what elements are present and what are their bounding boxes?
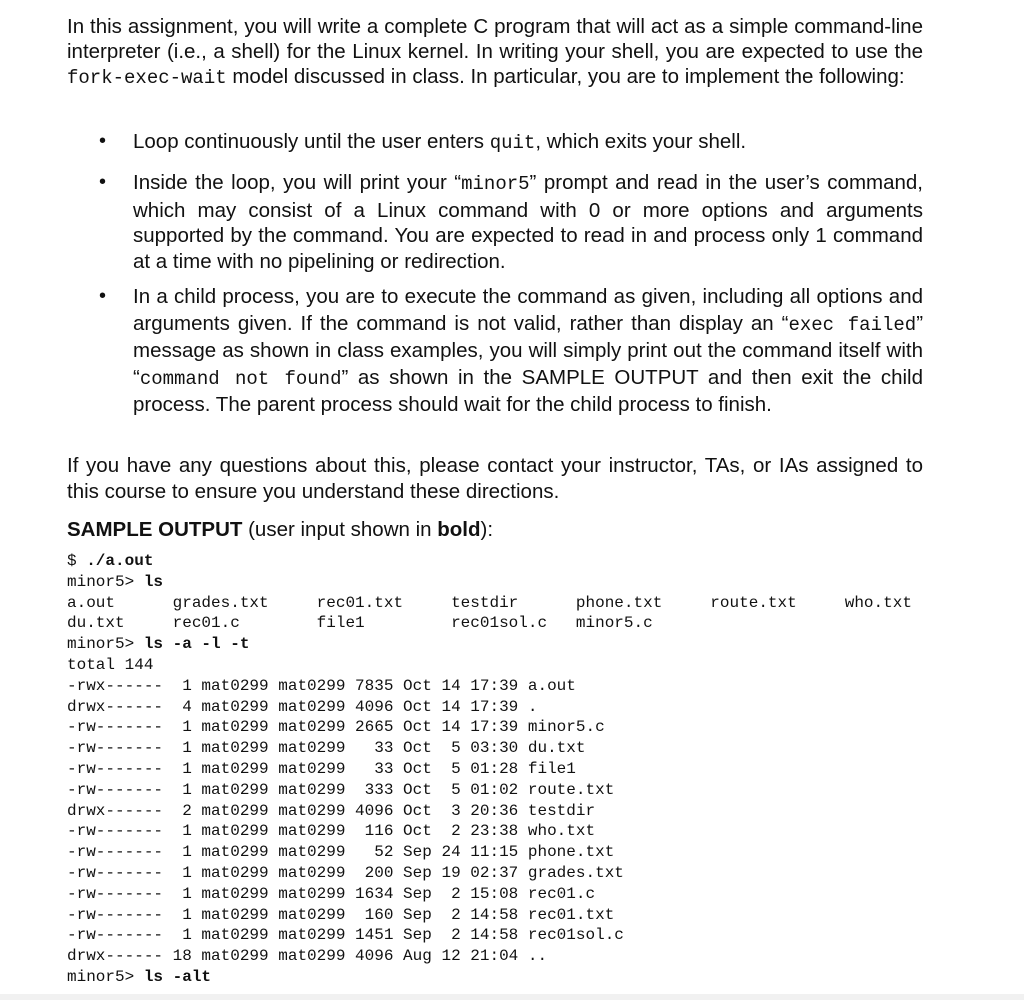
code-exec-failed: exec failed <box>788 313 917 336</box>
bullet-marker-3: • <box>99 285 107 307</box>
terminal-output: drwx------ 2 mat0299 mat0299 4096 Oct 3 20:36 testdir <box>67 801 596 820</box>
sample-output-heading: SAMPLE OUTPUT (user input shown in bold): <box>67 518 494 541</box>
bullet-item-2: Inside the loop, you will print your “minor5” prompt and read in the user’s command, which may consist of a Linux command with 0 or more options and arguments supported by the command. You are expected to read in and process only 1 command at a time with no pipelining or redirection. <box>133 171 923 273</box>
terminal-line <box>67 613 912 634</box>
terminal-line <box>67 759 912 780</box>
terminal-prompt: minor5> <box>67 572 144 591</box>
terminal-output: -rw------- 1 mat0299 mat0299 1634 Sep 2 15:08 rec01.c <box>67 884 596 903</box>
terminal-line <box>67 884 912 905</box>
terminal-output: du.txt rec01.c file1 rec01sol.c minor5.c <box>67 614 653 633</box>
intro-text-2: model discussed in class. In particular, you are to implement the following: <box>226 65 905 88</box>
terminal-output: a.out grades.txt rec01.txt testdir phone.txt route.txt who.txt <box>67 593 912 612</box>
terminal-sample-output <box>67 551 912 988</box>
bullet-item-1: Loop continuously until the user enters quit, which exits your shell. <box>133 130 747 154</box>
terminal-line <box>67 801 912 822</box>
terminal-line <box>67 780 912 801</box>
terminal-line <box>67 593 912 614</box>
terminal-line <box>67 738 912 759</box>
intro-paragraph <box>67 14 923 91</box>
bullet-marker-1: • <box>99 130 107 152</box>
terminal-output: -rw------- 1 mat0299 mat0299 116 Oct 2 23:38 who.txt <box>67 822 596 841</box>
terminal-output: -rw------- 1 mat0299 mat0299 2665 Oct 14 17:39 minor5.c <box>67 718 605 737</box>
outro-paragraph: If you have any questions about this, please contact your instructor, TAs, or IAs assigned to this course to ensure you understand these directions. <box>67 454 923 503</box>
terminal-line <box>67 925 912 946</box>
terminal-output: -rwx------ 1 mat0299 mat0299 7835 Oct 14 17:39 a.out <box>67 676 576 695</box>
intro-code-fork-exec-wait: fork-exec-wait <box>67 67 227 89</box>
terminal-line <box>67 634 912 655</box>
terminal-prompt: minor5> <box>67 635 144 654</box>
terminal-line <box>67 946 912 967</box>
terminal-prompt: $ <box>67 552 87 570</box>
terminal-line <box>67 676 912 697</box>
terminal-output: -rw------- 1 mat0299 mat0299 160 Sep 2 14:58 rec01.txt <box>67 905 615 924</box>
bullet-item-3: In a child process, you are to execute the command as given, including all options and arguments given. If the command is not valid, rather than display an “exec failed” message as shown in class examples, you will simply print out the command itself with “command not found” as shown in the SAMPLE OUTPUT and then exit the child process. The parent process should wait for the child process to finish. <box>133 285 924 416</box>
terminal-output: -rw------- 1 mat0299 mat0299 33 Oct 5 03:30 du.txt <box>67 739 586 758</box>
terminal-line <box>67 863 912 884</box>
terminal-line <box>67 655 912 676</box>
page-bottom-edge <box>0 994 1024 1000</box>
terminal-line <box>67 905 912 926</box>
bullet-marker-2: • <box>99 171 107 193</box>
terminal-prompt: minor5> <box>67 967 144 986</box>
terminal-user-input: ls -alt <box>143 967 212 986</box>
terminal-output: -rw------- 1 mat0299 mat0299 52 Sep 24 11:15 phone.txt <box>67 843 615 862</box>
terminal-user-input: ls <box>143 572 164 591</box>
code-command-not-found: command not found <box>139 367 342 390</box>
code-quit: quit <box>489 132 536 154</box>
terminal-user-input: ./a.out <box>86 552 154 570</box>
terminal-output: total 144 <box>67 655 154 674</box>
terminal-line <box>67 967 912 988</box>
terminal-line <box>67 717 912 738</box>
terminal-user-input: ls -a -l -t <box>143 635 250 654</box>
terminal-output: -rw------- 1 mat0299 mat0299 1451 Sep 2 14:58 rec01sol.c <box>67 926 624 945</box>
code-minor5: minor5 <box>461 173 530 195</box>
terminal-output: drwx------ 18 mat0299 mat0299 4096 Aug 12 21:04 .. <box>67 947 548 966</box>
terminal-output: -rw------- 1 mat0299 mat0299 333 Oct 5 01:02 route.txt <box>67 780 615 799</box>
terminal-line <box>67 697 912 718</box>
terminal-output: -rw------- 1 mat0299 mat0299 200 Sep 19 02:37 grades.txt <box>67 863 624 882</box>
terminal-line <box>67 821 912 842</box>
intro-text-1: In this assignment, you will write a complete C program that will act as a simple command-line interpreter (i.e., a shell) for the Linux kernel. In writing your shell, you are expected to use the <box>67 15 923 63</box>
terminal-line <box>67 572 912 593</box>
terminal-output: -rw------- 1 mat0299 mat0299 33 Oct 5 01:28 file1 <box>67 759 576 778</box>
terminal-line <box>67 551 912 572</box>
terminal-line <box>67 842 912 863</box>
terminal-output: drwx------ 4 mat0299 mat0299 4096 Oct 14 17:39 . <box>67 697 538 716</box>
